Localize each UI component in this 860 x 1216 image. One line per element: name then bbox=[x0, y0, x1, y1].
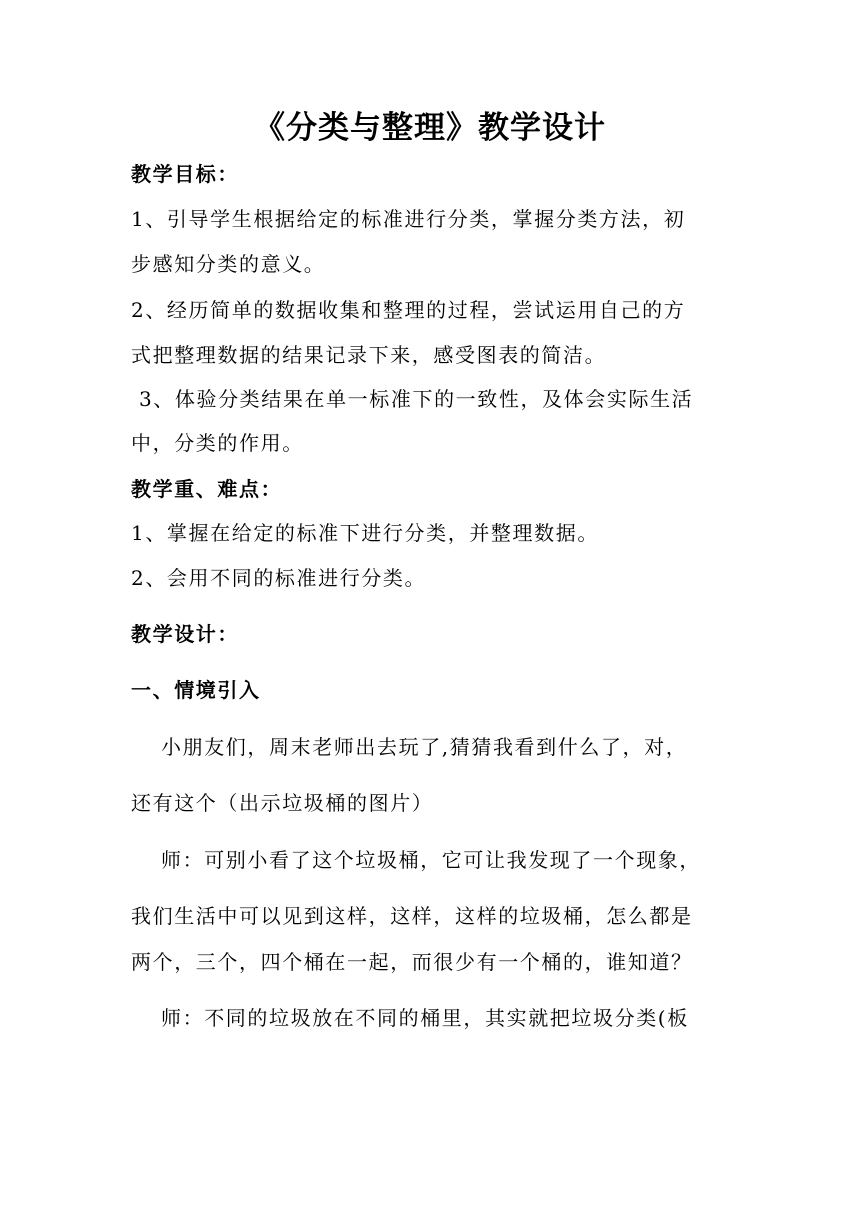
keypoints-line-2: 2、会用不同的标准进行分类。 bbox=[131, 566, 427, 590]
goals-line-4: 式把整理数据的结果记录下来，感受图表的简洁。 bbox=[131, 343, 607, 367]
design-paragraph-2: 还有这个（出示垃圾桶的图片） bbox=[131, 791, 434, 815]
design-paragraph-3: 师：可别小看了这个垃圾桶，它可让我发现了一个现象， bbox=[161, 848, 701, 872]
design-paragraph-1: 小朋友们，周末老师出去玩了,猜猜我看到什么了，对， bbox=[161, 735, 688, 759]
design-paragraph-4: 我们生活中可以见到这样，这样，这样的垃圾桶，怎么都是 bbox=[131, 904, 693, 928]
goals-line-2: 步感知分类的意义。 bbox=[131, 252, 326, 276]
goals-heading: 教学目标： bbox=[131, 162, 239, 186]
goals-line-6: 中，分类的作用。 bbox=[131, 431, 304, 455]
goals-line-3: 2、经历简单的数据收集和整理的过程，尝试运用自己的方 bbox=[131, 298, 686, 322]
design-subheading: 一、情境引入 bbox=[131, 678, 261, 702]
design-heading: 教学设计： bbox=[131, 622, 239, 646]
keypoints-heading: 教学重、难点： bbox=[131, 477, 283, 501]
goals-line-1: 1、引导学生根据给定的标准进行分类，掌握分类方法，初 bbox=[131, 207, 686, 231]
design-paragraph-6: 师：不同的垃圾放在不同的桶里，其实就把垃圾分类(板 bbox=[161, 1006, 689, 1030]
document-title: 《分类与整理》教学设计 bbox=[254, 110, 606, 146]
design-paragraph-5: 两个，三个，四个桶在一起，而很少有一个桶的，谁知道？ bbox=[131, 950, 693, 974]
keypoints-line-1: 1、掌握在给定的标准下进行分类，并整理数据。 bbox=[131, 521, 599, 545]
goals-line-5: 3、体验分类结果在单一标准下的一致性，及体会实际生活 bbox=[131, 387, 694, 411]
